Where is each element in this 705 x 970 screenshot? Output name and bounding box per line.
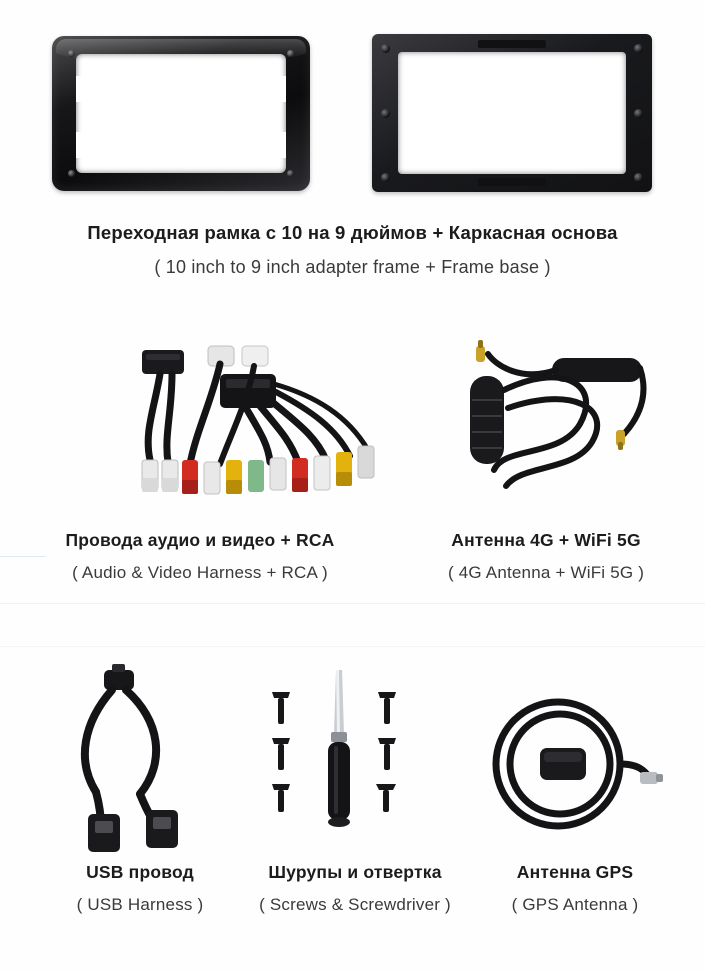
- frame-notch: [76, 76, 88, 102]
- gps-caption: [470, 862, 680, 915]
- usb-cable-icon: [62, 664, 212, 854]
- screws-caption-ru: Шурупы и отвертка: [268, 862, 442, 882]
- antenna-caption-ru: Антенна 4G + WiFi 5G: [451, 530, 641, 550]
- screw-hole-icon: [634, 173, 643, 182]
- wiring-harness-rca-icon: [120, 340, 410, 520]
- screw-hole-icon: [287, 170, 294, 177]
- car-radio-frame-base-icon: [372, 34, 652, 192]
- gps-caption-ru: Антенна GPS: [516, 862, 634, 882]
- screw-hole-icon: [634, 44, 643, 53]
- frames-image-row: [0, 28, 705, 198]
- screwdriver-screws-icon: [248, 664, 428, 854]
- frames-caption-ru: Переходная рамка с 10 на 9 дюймов + Каркасная основа: [87, 222, 618, 243]
- usb-caption-ru: USB провод: [86, 862, 194, 882]
- frame-notch: [76, 132, 88, 158]
- harness-caption-ru: Провода аудио и видео + RCA: [65, 530, 335, 550]
- decorative-hairline-2: [0, 603, 705, 604]
- usb-caption-en: ( USB Harness ): [76, 895, 204, 914]
- screws-caption-en: ( Screws & Screwdriver ): [259, 895, 451, 914]
- antenna-caption: [396, 530, 696, 583]
- frames-caption: [0, 222, 705, 278]
- screw-hole-icon: [381, 44, 390, 53]
- car-radio-adapter-frame-icon: [52, 36, 310, 191]
- frame-mount-tab: [478, 178, 546, 186]
- gps-antenna-puck-icon: [480, 686, 665, 846]
- screw-hole-icon: [634, 109, 643, 118]
- screw-hole-icon: [381, 109, 390, 118]
- section-harness-antenna: [0, 330, 705, 600]
- screw-hole-icon: [381, 173, 390, 182]
- harness-caption-en: ( Audio & Video Harness + RCA ): [72, 563, 328, 582]
- gloss-highlight: [56, 39, 306, 61]
- usb-caption: [40, 862, 240, 915]
- section-accessories: [0, 650, 705, 950]
- harness-caption: [0, 530, 400, 583]
- frame-mount-tab: [478, 40, 546, 48]
- antenna-caption-en: ( 4G Antenna + WiFi 5G ): [447, 563, 645, 582]
- frame-notch: [274, 76, 286, 102]
- gps-caption-en: ( GPS Antenna ): [511, 895, 639, 914]
- section-frames: [0, 0, 705, 300]
- screws-caption: [230, 862, 480, 915]
- screw-hole-icon: [68, 170, 75, 177]
- antenna-4g-wifi-icon: [452, 338, 672, 523]
- frame-notch: [274, 132, 286, 158]
- frames-caption-en: ( 10 inch to 9 inch adapter frame + Frame base ): [154, 257, 551, 277]
- decorative-hairline-3: [0, 646, 705, 647]
